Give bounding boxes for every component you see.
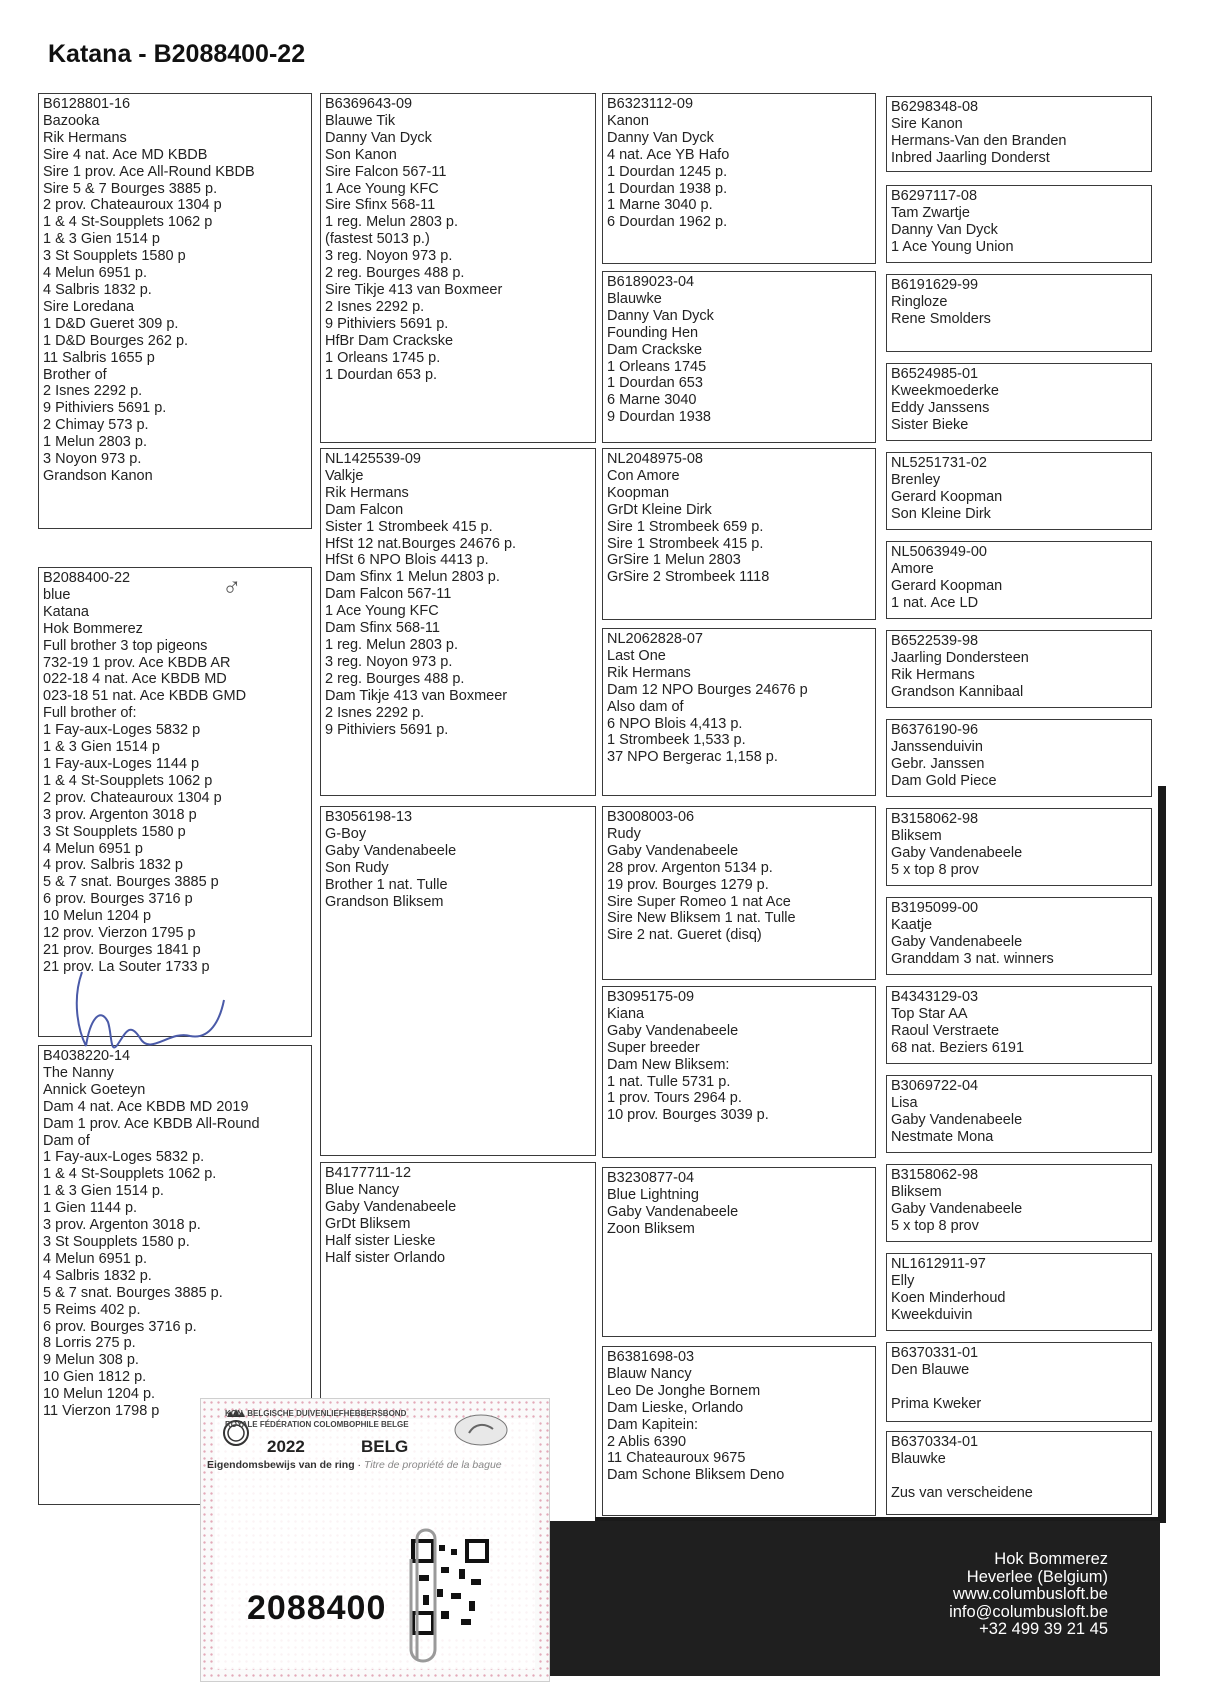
pedigree-line: 4 Melun 6951 p. <box>43 1250 147 1267</box>
footer-website: www.columbusloft.be <box>953 1585 1108 1603</box>
pedigree-line: 1 & 3 Gien 1514 p <box>43 231 160 248</box>
dds-box <box>602 1167 876 1337</box>
dam-sire-box <box>320 806 596 1156</box>
pedigree-line: Grandson Kannibaal <box>891 683 1024 700</box>
pedigree-line: Dam Falcon <box>325 501 404 518</box>
pedigree-line: 1 Dourdan 1245 p. <box>607 163 728 180</box>
pedigree-line: 732-19 1 prov. Ace KBDB AR <box>43 654 231 671</box>
pedigree-line: 4 Salbris 1832 p. <box>43 1267 152 1284</box>
pedigree-line: Sire Super Romeo 1 nat Ace <box>607 893 791 910</box>
pedigree-line: HfSt 12 nat.Bourges 24676 p. <box>325 535 517 552</box>
ring-number-line: B3195099-00 <box>891 900 979 916</box>
ring-number-line: B3008003-06 <box>607 809 695 825</box>
gen4-box-9 <box>886 808 1152 886</box>
pedigree-line <box>891 1379 1147 1396</box>
pigeon-name-line: Blauwe Tik <box>325 112 396 129</box>
pedigree-line: Prima Kweker <box>891 1395 982 1412</box>
pedigree-line: 21 prov. Bourges 1841 p <box>43 941 201 958</box>
pedigree-line: Gaby Vandenabeele <box>891 1111 1023 1128</box>
pedigree-line: 9 Pithiviers 5691 p. <box>43 400 167 417</box>
pedigree-line: Annick Goeteyn <box>43 1081 146 1098</box>
ring-number-line: B6189023-04 <box>607 274 695 290</box>
pedigree-line: GrSire 2 Strombeek 1118 <box>607 569 770 586</box>
pedigree-line: Dam of <box>43 1132 90 1149</box>
pedigree-line: 1 Ace Young KFC <box>325 603 439 620</box>
sds-box <box>602 448 876 620</box>
male-symbol: ♂ <box>222 572 242 602</box>
ring-number-line: B4177711-12 <box>325 1165 412 1181</box>
footer-loft-name: Hok Bommerez <box>994 1550 1108 1568</box>
pedigree-line: 5 & 7 snat. Bourges 3885 p <box>43 874 219 891</box>
pedigree-line: 6 prov. Bourges 3716 p <box>43 891 193 908</box>
pedigree-line: Dam Schone Bliksem Deno <box>607 1467 785 1484</box>
ring-number-line: B6370331-01 <box>891 1345 979 1361</box>
pedigree-line: 9 Melun 308 p. <box>43 1352 139 1369</box>
federation-emblem-icon <box>451 1411 511 1449</box>
gen4-box-5 <box>886 452 1152 530</box>
pigeon-name-line: Lisa <box>891 1094 918 1111</box>
pedigree-line: Dam Sfinx 568-11 <box>325 620 440 637</box>
pedigree-line: Sire Sfinx 568-11 <box>325 197 436 214</box>
pedigree-line: HfBr Dam Crackske <box>325 332 454 349</box>
gen4-box-12 <box>886 1075 1152 1153</box>
pedigree-line: 1 reg. Melun 2803 p. <box>325 214 459 231</box>
pedigree-line: HfSt 6 NPO Blois 4413 p. <box>325 552 489 569</box>
pedigree-line: Zus van verscheidene <box>891 1484 1033 1501</box>
pedigree-line: 1 D&D Bourges 262 p. <box>43 332 189 349</box>
pigeon-name-line: Con Amore <box>607 467 680 484</box>
pedigree-line: 3 St Soupplets 1580 p <box>43 823 186 840</box>
pigeon-name-line: Valkje <box>325 467 364 484</box>
pedigree-line: Brother 1 nat. Tulle <box>325 876 448 893</box>
pedigree-line: 5 x top 8 prov <box>891 1217 979 1234</box>
pedigree-line: 1 Fay-aux-Loges 1144 p <box>43 755 200 772</box>
ring-card-caption-nl: Eigendomsbewijs van de ring <box>207 1459 355 1471</box>
pedigree-line: 68 nat. Beziers 6191 <box>891 1039 1025 1056</box>
pedigree-line: Danny Van Dyck <box>325 129 432 146</box>
gen4-box-3 <box>886 274 1152 352</box>
pedigree-line: 2 prov. Chateauroux 1304 p <box>43 197 222 214</box>
pigeon-name-line: Ringloze <box>891 293 948 310</box>
sdd-box <box>602 628 876 796</box>
pedigree-line: Gaby Vandenabeele <box>891 933 1023 950</box>
pedigree-line: 2 Ablis 6390 <box>607 1433 687 1450</box>
pedigree-line: 1 Gien 1144 p. <box>43 1200 138 1217</box>
pedigree-line: Leo De Jonghe Bornem <box>607 1382 761 1399</box>
pedigree-line: Grandson Kanon <box>43 467 153 484</box>
pigeon-name-line: Blue Lightning <box>607 1186 699 1203</box>
pedigree-line: Danny Van Dyck <box>607 129 714 146</box>
pedigree-line: 9 Dourdan 1938 <box>607 409 711 426</box>
pigeon-name-line: Kiana <box>607 1005 645 1022</box>
gen4-box-6 <box>886 541 1152 619</box>
pedigree-line: Gebr. Janssen <box>891 755 985 772</box>
pedigree-line: Dam Crackske <box>607 341 703 358</box>
pedigree-line: Rik Hermans <box>607 664 691 681</box>
ring-number-line: B6298348-08 <box>891 99 979 115</box>
gen4-box-4 <box>886 363 1152 441</box>
ring-number-line: B3158062-98 <box>891 811 979 827</box>
pedigree-line: 2 Isnes 2292 p. <box>43 383 143 400</box>
pedigree-line: 1 Melun 2803 p. <box>43 434 147 451</box>
pedigree-line: 1 Fay-aux-Loges 5832 p <box>43 722 201 739</box>
pedigree-line: 2 Chimay 573 p. <box>43 417 149 434</box>
pigeon-name-line: Janssenduivin <box>891 738 983 755</box>
pedigree-line: Sire New Bliksem 1 nat. Tulle <box>607 910 796 927</box>
pedigree-line: Sire Loredana <box>43 298 135 315</box>
pedigree-line: Gaby Vandenabeele <box>607 1022 739 1039</box>
ring-number-line: B6370334-01 <box>891 1434 979 1450</box>
pedigree-line: 1 & 4 St-Soupplets 1062 p <box>43 772 213 789</box>
pedigree-line: Sire Tikje 413 van Boxmeer <box>325 281 503 298</box>
pedigree-line: 10 Gien 1812 p. <box>43 1369 147 1386</box>
pedigree-line: Dam Kapitein: <box>607 1416 699 1433</box>
pedigree-line: Sire 1 prov. Ace All-Round KBDB <box>43 163 255 180</box>
ring-number-line: NL5251731-02 <box>891 455 987 471</box>
pigeon-name-line: blue <box>43 586 71 603</box>
pedigree-line: Sire 4 nat. Ace MD KBDB <box>43 146 208 163</box>
breeder-footer <box>548 1521 1160 1676</box>
pedigree-line: 1 Dourdan 1938 p. <box>607 180 728 197</box>
ring-number-line: B6376190-96 <box>891 722 979 738</box>
pedigree-line: 28 prov. Argenton 5134 p. <box>607 859 773 876</box>
pedigree-line: 2 Isnes 2292 p. <box>325 704 425 721</box>
pedigree-line: 4 Melun 6951 p. <box>43 265 147 282</box>
sire-dam-box <box>320 448 596 796</box>
pedigree-line: 2 prov. Chateauroux 1304 p <box>43 789 222 806</box>
pedigree-line: 3 prov. Argenton 3018 p <box>43 806 197 823</box>
pedigree-line: 1 & 4 St-Soupplets 1062 p <box>43 214 213 231</box>
pigeon-name-line: Bliksem <box>891 1183 942 1200</box>
gen4-box-11 <box>886 986 1152 1064</box>
pedigree-line <box>891 1468 1147 1485</box>
pedigree-line: 3 reg. Noyon 973 p. <box>325 653 453 670</box>
pedigree-line: Nestmate Mona <box>891 1128 994 1145</box>
gen4-box-10 <box>886 897 1152 975</box>
pedigree-line: 1 Marne 3040 p. <box>607 197 713 214</box>
dsd-box <box>602 986 876 1158</box>
pedigree-line: Son Rudy <box>325 859 389 876</box>
pedigree-line: Raoul Verstraete <box>891 1022 1000 1039</box>
pedigree-line: Full brother 3 top pigeons <box>43 637 208 654</box>
pedigree-line: Dam Gold Piece <box>891 772 997 789</box>
pigeon-name-line: Jaarling Dondersteen <box>891 649 1029 666</box>
pedigree-line: GrDt Bliksem <box>325 1215 411 1232</box>
pedigree-line: Zoon Bliksem <box>607 1220 695 1237</box>
pedigree-line: Half sister Orlando <box>325 1249 446 1266</box>
pedigree-line: Full brother of: <box>43 705 137 722</box>
pedigree-line: Son Kanon <box>325 146 397 163</box>
ring-card-header-fr: ROYALE FÉDÉRATION COLOMBOPHILE BELGE <box>225 1420 409 1429</box>
gen4-box-15 <box>886 1342 1152 1422</box>
pigeon-name-line: G-Boy <box>325 825 367 842</box>
pedigree-line: 6 NPO Blois 4,413 p. <box>607 715 743 732</box>
gen4-box-7 <box>886 630 1152 708</box>
pedigree-line: Half sister Lieske <box>325 1232 436 1249</box>
pigeon-name-line: Kaatje <box>891 916 933 933</box>
pedigree-line: 11 Salbris 1655 p <box>43 349 155 366</box>
gen4-box-13 <box>886 1164 1152 1242</box>
ring-number-line: B6369643-09 <box>325 96 413 112</box>
pedigree-line: Sire 1 Strombeek 659 p. <box>607 518 764 535</box>
pedigree-line: 022-18 4 nat. Ace KBDB MD <box>43 671 227 688</box>
pedigree-line: Dam Falcon 567-11 <box>325 586 452 603</box>
pedigree-line: 2 reg. Bourges 488 p. <box>325 265 465 282</box>
pedigree-line: Dam Sfinx 1 Melun 2803 p. <box>325 569 500 586</box>
pedigree-line: 1 & 3 Gien 1514 p <box>43 739 160 756</box>
pedigree-line: 1 Ace Young KFC <box>325 180 439 197</box>
sire-sire-box <box>320 93 596 443</box>
pedigree-line: 1 nat. Ace LD <box>891 594 979 611</box>
pedigree-line: 1 Orleans 1745 <box>607 358 707 375</box>
ring-ownership-card <box>200 1398 550 1682</box>
pedigree-line: Dam 4 nat. Ace KBDB MD 2019 <box>43 1098 249 1115</box>
pigeon-name-line: Den Blauwe <box>891 1361 970 1378</box>
pedigree-line: 023-18 51 nat. Ace KBDB GMD <box>43 688 247 705</box>
ring-number-line: B6128801-16 <box>43 96 131 112</box>
page-title: Katana - B2088400-22 <box>48 40 306 68</box>
pedigree-line: Eddy Janssens <box>891 399 990 416</box>
pedigree-line: Sire 5 & 7 Bourges 3885 p. <box>43 180 218 197</box>
pigeon-name-line: Bliksem <box>891 827 942 844</box>
pigeon-name-line: Blue Nancy <box>325 1181 400 1198</box>
ring-number-line: B6323112-09 <box>607 96 694 112</box>
pedigree-line: Inbred Jaarling Donderst <box>891 149 1050 166</box>
pedigree-line: 10 Melun 1204 p. <box>43 1386 156 1403</box>
pedigree-line: 1 & 4 St-Soupplets 1062 p. <box>43 1166 217 1183</box>
pedigree-line: GrSire 1 Melun 2803 <box>607 552 741 569</box>
pedigree-line: (fastest 5013 p.) <box>325 231 430 248</box>
ring-number-line: B4038220-14 <box>43 1048 131 1064</box>
pedigree-line: Sire 1 Strombeek 415 p. <box>607 535 764 552</box>
pedigree-line: Rene Smolders <box>891 310 991 327</box>
pedigree-line: 1 & 3 Gien 1514 p. <box>43 1183 164 1200</box>
pedigree-line: 1 Ace Young Union <box>891 238 1014 255</box>
pedigree-line: 3 prov. Argenton 3018 p. <box>43 1217 201 1234</box>
pigeon-name-line: Amore <box>891 560 934 577</box>
pedigree-line: 1 Dourdan 653 <box>607 375 703 392</box>
pedigree-line: 9 Pithiviers 5691 p. <box>325 721 449 738</box>
pigeon-name-line: Kanon <box>607 112 649 129</box>
pedigree-line: 8 Lorris 275 p. <box>43 1335 136 1352</box>
pedigree-line: 11 Vierzon 1798 p <box>43 1403 160 1420</box>
pedigree-line: Brother of <box>43 366 107 383</box>
pedigree-line: Gaby Vandenabeele <box>607 842 739 859</box>
ring-number-line: B6522539-98 <box>891 633 979 649</box>
pigeon-name-line: Blauw Nancy <box>607 1365 692 1382</box>
pedigree-line: Gaby Vandenabeele <box>607 1203 739 1220</box>
ring-number-line: B3069722-04 <box>891 1078 979 1094</box>
pedigree-line: 10 prov. Bourges 3039 p. <box>607 1107 769 1124</box>
pedigree-line: 4 nat. Ace YB Hafo <box>607 146 730 163</box>
pedigree-line: Dam 12 NPO Bourges 24676 p <box>607 681 808 698</box>
pedigree-line: 6 Dourdan 1962 p. <box>607 214 728 231</box>
pedigree-line: 1 D&D Gueret 309 p. <box>43 315 179 332</box>
pedigree-line: 11 Chateauroux 9675 <box>607 1450 746 1467</box>
pigeon-name-line: Tam Zwartje <box>891 204 970 221</box>
pedigree-line: Son Kleine Dirk <box>891 505 991 522</box>
pedigree-line: Gaby Vandenabeele <box>891 1200 1023 1217</box>
pedigree-line: Dam Tikje 413 van Boxmeer <box>325 687 508 704</box>
ring-number-line: B3230877-04 <box>607 1170 695 1186</box>
pedigree-line: Sire 2 nat. Gueret (disq) <box>607 927 762 944</box>
pedigree-line: 4 prov. Salbris 1832 p <box>43 857 183 874</box>
ring-number-line: B3056198-13 <box>325 809 413 825</box>
pedigree-line: 1 Fay-aux-Loges 5832 p. <box>43 1149 205 1166</box>
gen4-box-16 <box>886 1431 1152 1515</box>
pedigree-line: 1 Strombeek 1,533 p. <box>607 732 746 749</box>
pedigree-line: 6 Marne 3040 <box>607 392 697 409</box>
pedigree-line: Dam New Bliksem: <box>607 1056 730 1073</box>
pigeon-name-line: Blauwke <box>607 290 662 307</box>
pedigree-line: 2 Isnes 2292 p. <box>325 298 425 315</box>
pedigree-line: Super breeder <box>607 1039 700 1056</box>
pedigree-line: Sire Falcon 567-11 <box>325 163 447 180</box>
ring-number-line: B3158062-98 <box>891 1167 979 1183</box>
ring-card-caption-fr: Titre de propriété de la bague <box>363 1459 502 1471</box>
ring-card-year: 2022 <box>267 1437 305 1456</box>
pedigree-line: 1 Dourdan 653 p. <box>325 366 438 383</box>
footer-location: Heverlee (Belgium) <box>966 1567 1108 1586</box>
pedigree-line: Rik Hermans <box>891 666 975 683</box>
pedigree-line: Granddam 3 nat. winners <box>891 950 1054 967</box>
ring-card-header-nl: KON. BELGISCHE DUIVENLIEFHEBBERSBOND <box>225 1409 407 1418</box>
pedigree-line: Koen Minderhoud <box>891 1289 1006 1306</box>
ring-number-line: B4343129-03 <box>891 989 979 1005</box>
dss-box <box>602 806 876 980</box>
pedigree-line: 9 Pithiviers 5691 p. <box>325 315 449 332</box>
ring-card-country: BELG <box>361 1437 409 1456</box>
ring-number-line: B2088400-22 <box>43 570 131 586</box>
pedigree-line: Gaby Vandenabeele <box>325 1198 457 1215</box>
footer-phone: +32 499 39 21 45 <box>979 1620 1108 1638</box>
pigeon-name-line: Sire Kanon <box>891 115 963 132</box>
pedigree-line: Katana <box>43 603 89 620</box>
ring-number-line: B6524985-01 <box>891 366 979 382</box>
pedigree-line: 5 & 7 snat. Bourges 3885 p. <box>43 1284 223 1301</box>
pedigree-line: Rik Hermans <box>325 484 409 501</box>
ddd-box <box>602 1346 876 1516</box>
pedigree-line: 5 x top 8 prov <box>891 861 979 878</box>
pedigree-line: 19 prov. Bourges 1279 p. <box>607 876 769 893</box>
pigeon-name-line: The Nanny <box>43 1064 114 1081</box>
pedigree-line: 21 prov. La Souter 1733 p <box>43 958 210 975</box>
ssd-box <box>602 271 876 443</box>
pedigree-line: Also dam of <box>607 698 684 715</box>
frame-right-edge <box>1158 786 1166 1522</box>
ring-number-line: NL2062828-07 <box>607 631 703 647</box>
pedigree-line: 1 reg. Melun 2803 p. <box>325 636 459 653</box>
pedigree-line: Hermans-Van den Branden <box>891 132 1067 149</box>
paper-clip-icon <box>405 1519 445 1669</box>
pedigree-line: Sister 1 Strombeek 415 p. <box>325 518 493 535</box>
ring-number-line: B6297117-08 <box>891 188 978 204</box>
pedigree-line: 12 prov. Vierzon 1795 p <box>43 925 196 942</box>
ring-number-line: NL1425539-09 <box>325 451 421 467</box>
pedigree-line: Dam 1 prov. Ace KBDB All-Round <box>43 1115 260 1132</box>
pedigree-line: 4 Salbris 1832 p. <box>43 281 152 298</box>
pedigree-line: 3 St Soupplets 1580 p. <box>43 1233 190 1250</box>
pedigree-line: 3 St Soupplets 1580 p <box>43 248 186 265</box>
ring-card-caption: Eigendomsbewijs van de ring · Titre de propriété de la bague <box>207 1459 502 1471</box>
ring-number-line: B3095175-09 <box>607 989 695 1005</box>
footer-email: info@columbusloft.be <box>949 1602 1108 1621</box>
pedigree-line: 4 Melun 6951 p <box>43 840 143 857</box>
sire-box <box>38 93 312 529</box>
pedigree-line: Danny Van Dyck <box>607 307 714 324</box>
pedigree-line: Gerard Koopman <box>891 577 1003 594</box>
ring-number-line: B6191629-99 <box>891 277 979 293</box>
pedigree-line: Founding Hen <box>607 324 699 341</box>
pigeon-name-line: Elly <box>891 1272 915 1289</box>
pigeon-name-line: Blauwke <box>891 1450 946 1467</box>
pedigree-line: 1 Orleans 1745 p. <box>325 349 441 366</box>
pigeon-name-line: Top Star AA <box>891 1005 968 1022</box>
pedigree-line: 6 prov. Bourges 3716 p. <box>43 1318 197 1335</box>
sss-box <box>602 93 876 264</box>
ring-number-line: NL5063949-00 <box>891 544 987 560</box>
pigeon-name-line: Kweekmoederke <box>891 382 999 399</box>
pigeon-name-line: Last One <box>607 647 666 664</box>
pedigree-line: Sister Bieke <box>891 416 969 433</box>
gen4-box-1 <box>886 96 1152 172</box>
pedigree-line: 3 Noyon 973 p. <box>43 451 142 468</box>
pedigree-line: Hok Bommerez <box>43 620 143 637</box>
pedigree-line: Gaby Vandenabeele <box>325 842 457 859</box>
ring-number: 2088400 <box>247 1589 387 1627</box>
pigeon-name-line: Brenley <box>891 471 941 488</box>
pedigree-line: Gerard Koopman <box>891 488 1003 505</box>
gen4-box-8 <box>886 719 1152 797</box>
ring-number-line: NL2048975-08 <box>607 451 703 467</box>
ring-number-line: NL1612911-97 <box>891 1256 986 1272</box>
pedigree-line: Grandson Bliksem <box>325 893 444 910</box>
pedigree-line: Danny Van Dyck <box>891 221 998 238</box>
gen4-box-2 <box>886 185 1152 263</box>
pedigree-line: Kweekduivin <box>891 1306 973 1323</box>
pedigree-line: 2 reg. Bourges 488 p. <box>325 670 465 687</box>
pedigree-line: Gaby Vandenabeele <box>891 844 1023 861</box>
pedigree-line: Rik Hermans <box>43 129 127 146</box>
pedigree-line: GrDt Kleine Dirk <box>607 501 712 518</box>
pigeon-name-line: Bazooka <box>43 112 100 129</box>
pedigree-line: 1 nat. Tulle 5731 p. <box>607 1073 731 1090</box>
ring-number-line: B6381698-03 <box>607 1349 695 1365</box>
pedigree-line: Koopman <box>607 484 670 501</box>
pedigree-line: 5 Reims 402 p. <box>43 1301 141 1318</box>
pedigree-line: Dam Lieske, Orlando <box>607 1399 744 1416</box>
pedigree-line: 1 prov. Tours 2964 p. <box>607 1090 742 1107</box>
pigeon-name-line: Rudy <box>607 825 641 842</box>
pedigree-line: 3 reg. Noyon 973 p. <box>325 248 453 265</box>
signature-scribble <box>60 960 250 1080</box>
pedigree-line: 10 Melun 1204 p <box>43 908 152 925</box>
pedigree-line: 37 NPO Bergerac 1,158 p. <box>607 749 778 766</box>
gen4-box-14 <box>886 1253 1152 1331</box>
